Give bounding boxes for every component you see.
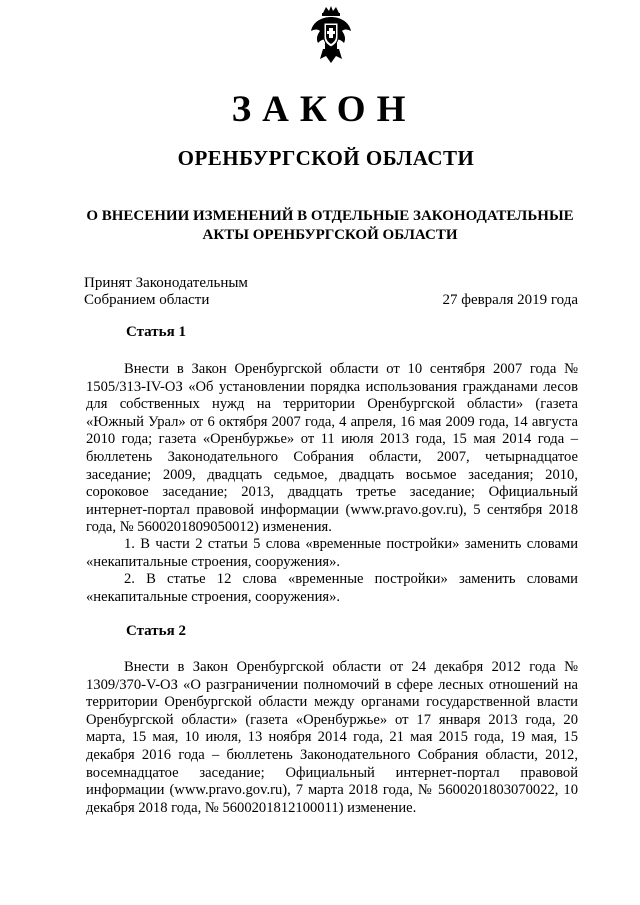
document-heading (80, 207, 580, 245)
heading-line-1: О ВНЕСЕНИИ ИЗМЕНЕНИЙ В ОТДЕЛЬНЫЕ ЗАКОНОДАТЕЛЬНЫЕ (86, 208, 574, 224)
article-2-intro: Внести в Закон Оренбургской области от 24 декабря 2012 года № 1309/370-V-ОЗ «О разграничении полномочий в сфере лесных отношений на территории Оренбургской области между органами государственной власти Оренбургской области» (газета «Оренбуржье» от 17 января 2013 года, 20 марта, 15 мая, 10 июля, 13 ноября 2014 года, 21 мая 2015 года, 19 мая, 15 декабря 2016 года – бюллетень Законодательного Собрания области, 2012, восемнадцатое заседание; Официальный интернет-портал правовой информации (www.pravo.gov.ru), 7 марта 2018 года, № 5600201803070022, 10 декабря 2018 года, № 5600201812100011) изменение. (86, 659, 578, 816)
adoption-line-2: Собранием области (84, 292, 210, 308)
adoption-date: 27 февраля 2019 года (442, 292, 578, 308)
document-title: ЗАКОН (231, 89, 417, 130)
document-subtitle: ОРЕНБУРГСКОЙ ОБЛАСТИ (177, 146, 475, 170)
heading-line-2: АКТЫ ОРЕНБУРГСКОЙ ОБЛАСТИ (202, 227, 458, 243)
coat-of-arms-icon (309, 5, 353, 65)
article-1-intro: Внести в Закон Оренбургской области от 10 сентября 2007 года № 1505/313-IV-ОЗ «Об установлении порядка использования гражданами лесов для собственных нужд на территории Оренбургской области» (газета «Южный Урал» от 6 октября 2007 года, 4 апреля, 16 мая 2009 года, 14 августа 2010 года; газета «Оренбуржье» от 11 июля 2013 года, 15 мая 2014 года – бюллетень Законодательного Собрания области, 2007, четырнадцатое заседание; 2009, двадцать седьмое, двадцать восьмое заседания; 2010, сороковое заседание; 2013, двадцать третье заседание; Официальный интернет-портал правовой информации (www.pravo.gov.ru), 5 сентября 2018 года, № 5600201809050012) изменения. (86, 361, 578, 536)
adoption-info (84, 275, 248, 309)
article-1-title: Статья 1 (126, 324, 186, 340)
article-2-title: Статья 2 (126, 623, 186, 639)
adoption-line-1: Принят Законодательным (84, 275, 248, 291)
article-1-item-2: 2. В статье 12 слова «временные постройки» заменить словами «некапитальные строения, сооружения». (86, 571, 578, 605)
article-1-item-1: 1. В части 2 статьи 5 слова «временные постройки» заменить словами «некапитальные строения, сооружения». (86, 536, 578, 570)
